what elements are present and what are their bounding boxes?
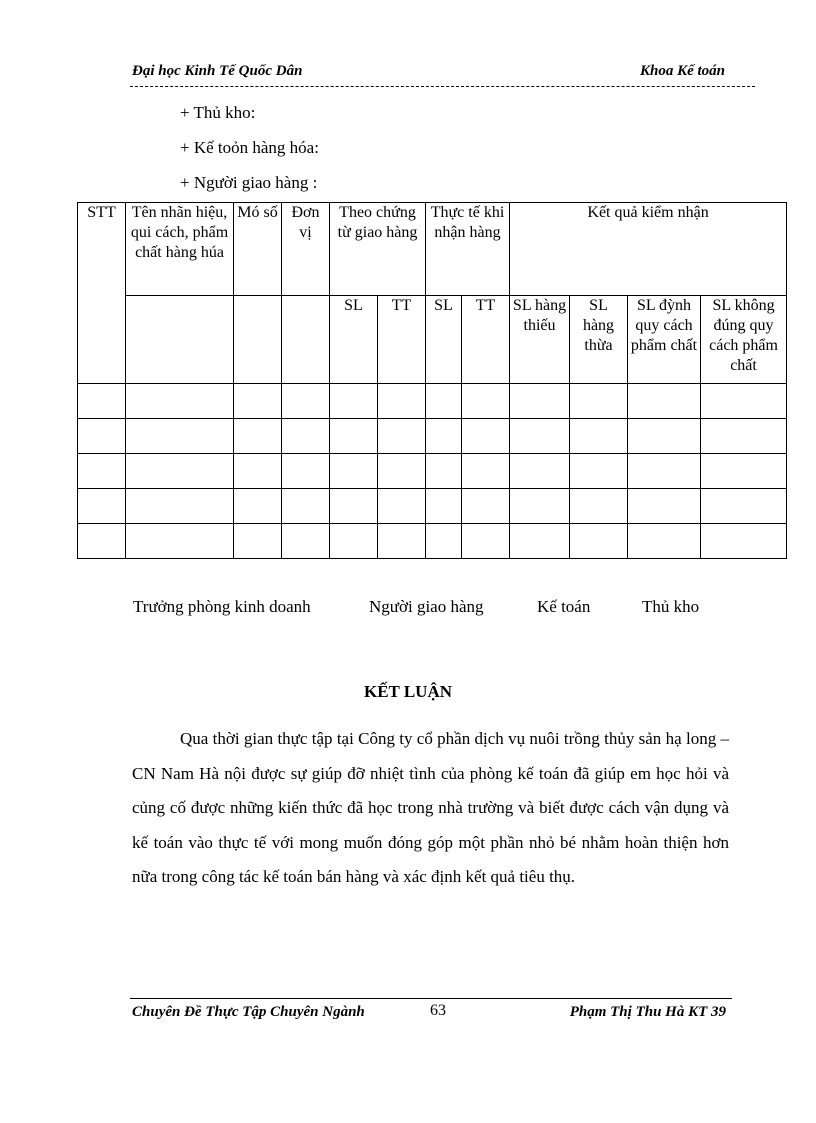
signature-storekeeper: Thủ kho [642, 597, 700, 616]
header-actual-received: Thực tế khi nhận hàng [426, 203, 510, 296]
inspection-table [77, 202, 787, 559]
page-header [130, 60, 755, 87]
signature-deliverer: Người giao hàng [369, 597, 484, 616]
subheader-actual-amount: TT [462, 296, 510, 384]
header-department: Khoa Kế toán [639, 63, 725, 79]
table-row [78, 454, 787, 489]
footer-author: Phạm Thị Thu Hà KT 39 [569, 1004, 726, 1020]
conclusion-title: KẾT LUẬN [363, 682, 452, 701]
subheader-doc-quantity: SL [330, 296, 378, 384]
header-stt: STT [78, 203, 126, 384]
subheader-doc-amount: TT [378, 296, 426, 384]
header-university: Đại học Kinh Tế Quốc Dân [132, 63, 303, 79]
subheader-shortage: SL hàng thiếu [510, 296, 570, 384]
signature-head-of-sales: Trưởng phòng kinh doanh [133, 597, 311, 616]
page-number: 63 [430, 1002, 446, 1019]
subheader-spec-ok: SL đỳnh quy cách phẩm chất [628, 296, 701, 384]
header-per-document: Theo chứng từ giao hàng [330, 203, 426, 296]
signature-labels [0, 597, 816, 621]
table-row [78, 419, 787, 454]
subheader-actual-quantity: SL [426, 296, 462, 384]
table-row [78, 489, 787, 524]
intro-line-accountant: + Kế toỏn hàng hóa: [180, 138, 319, 157]
header-code: Mó số [234, 203, 282, 296]
table-row [78, 384, 787, 419]
table-header-row [78, 203, 787, 296]
page-footer [130, 998, 732, 1025]
table-cell [282, 296, 330, 384]
header-inspection-result: Kết quả kiểm nhận [510, 203, 787, 296]
table-subheader-row [78, 296, 787, 384]
header-product-name: Tên nhãn hiệu, qui cách, phẩm chất hàng húa [126, 203, 234, 296]
table-row [78, 524, 787, 559]
signature-accountant: Kế toán [537, 597, 591, 616]
intro-line-deliverer: + Người giao hàng : [180, 173, 318, 192]
footer-report-title: Chuyên Đề Thực Tập Chuyên Ngành [132, 1004, 365, 1020]
subheader-excess: SL hàng thừa [570, 296, 628, 384]
table-cell [234, 296, 282, 384]
subheader-spec-not-ok: SL không đúng quy cách phẩm chất [701, 296, 787, 384]
header-unit: Đơn vị [282, 203, 330, 296]
table-cell [126, 296, 234, 384]
conclusion-paragraph: Qua thời gian thực tập tại Công ty cổ phần dịch vụ nuôi trồng thủy sản hạ long – CN Nam Hà nội được sự giúp đỡ nhiệt tình của phòng kế toán đã giúp em học hỏi và củng cố được những kiến thức đã học trong nhà trường và biết được cách vận dụng và kế toán vào thực tế với mong muốn đóng góp một phần nhỏ bé nhằm hoàn thiện hơn nữa trong công tác kế toán bán hàng và xác định kết quả tiêu thụ. [132, 729, 729, 886]
intro-line-storekeeper: + Thủ kho: [180, 103, 256, 122]
